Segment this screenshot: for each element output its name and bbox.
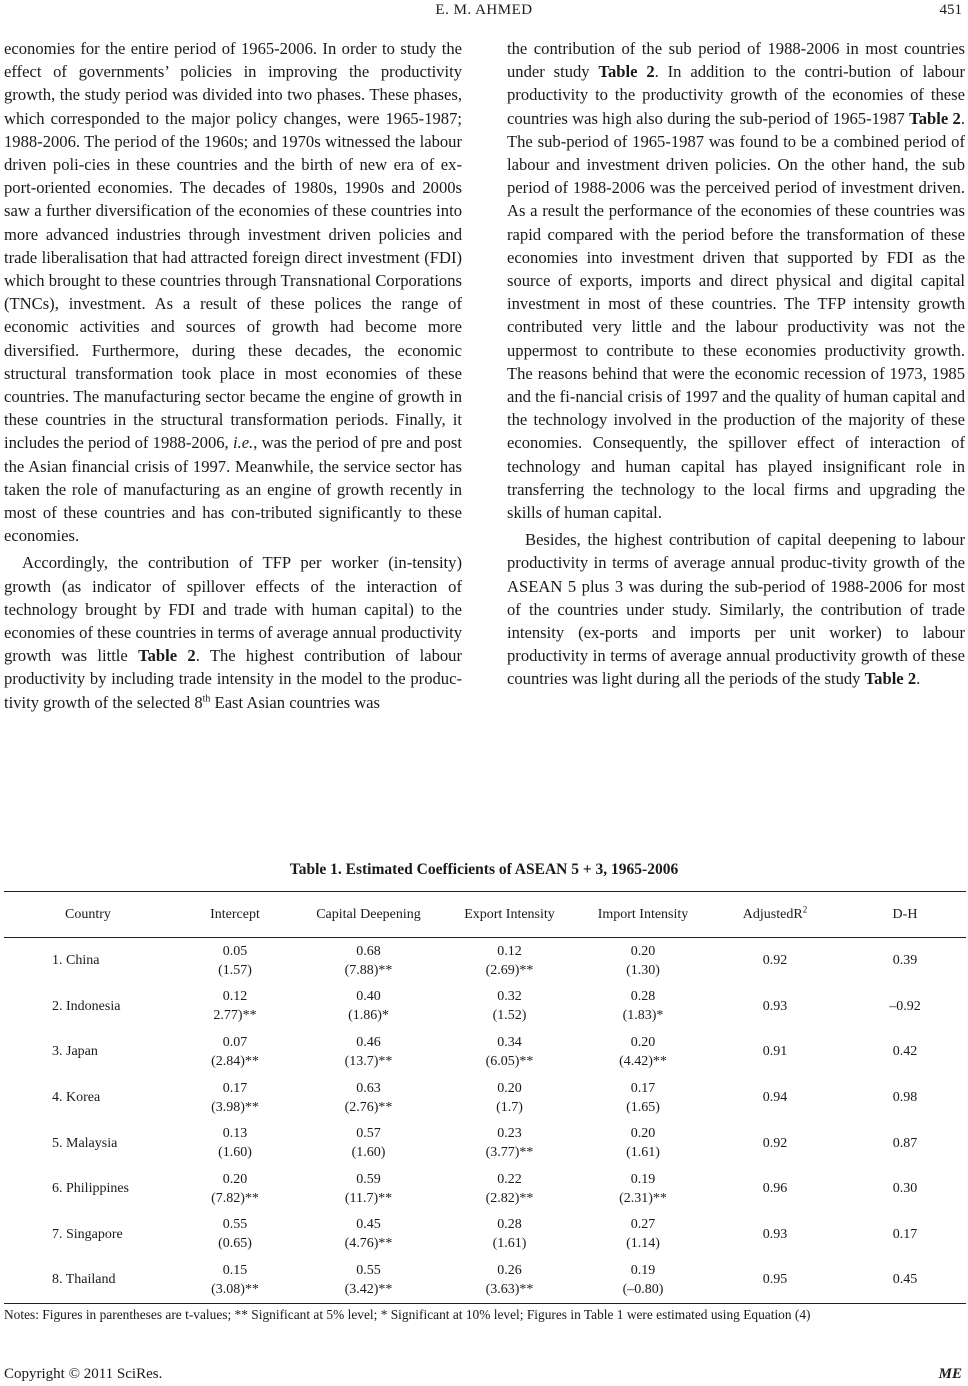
cell-dh: 0.30 (892, 1181, 918, 1197)
table-header-row (4, 892, 966, 938)
running-header-author: E. M. AHMED (435, 2, 533, 18)
left-p1-text: economies for the entire period of 1965-2006. In order to study the effect of governments’ policies in improving the productivity growth, the study period was divided into two phases. These phases, which corresponded to the major policy changes, were 1965-1987; 1988-2006. The period of the 1960s; and 1970s witnessed the labour driven poli-cies in these countries and the birth of new era of ex-port-oriented economies. The decades of 1980s, 1990s and 2000s saw a further diversification of the economies of these countries into more advanced industries through investment driven policies and trade liberalisation that had attracted foreign direct investment (FDI) which brought to these countries through Transnational Corporations (TNCs), investment. As a result of these polices the range of economic activities and sources of growth had become more diversified. Furthermore, during these decades, the economic structural transformation took place in most economies of these countries. The manufacturing sector became the engine of growth in these countries in the structural transformation periods. Finally, it includes the period of 1988-2006, (4, 39, 462, 453)
import-t: (1.61) (626, 1145, 660, 1161)
cell-capital (298, 938, 439, 984)
export-value: 0.20 (497, 1080, 522, 1096)
right-p2-table-ref: Table 2 (864, 669, 917, 689)
left-p2-text-b: . The highest contribution of labour productivity by including trade intensity in the model to the produc-tivity growth of the selected 8 (4, 646, 462, 712)
table-row (4, 1029, 966, 1075)
right-p2-end: . (916, 669, 921, 689)
export-t: (3.77)** (485, 1145, 534, 1161)
capital-t: (1.86)* (348, 1008, 389, 1024)
export-t: (6.05)** (485, 1053, 534, 1069)
left-p2-superscript: th (202, 693, 211, 705)
header-capital-deepening: Capital Deepening (316, 906, 421, 922)
cell-country: 2. Indonesia (52, 998, 121, 1014)
import-t: (2.31)** (619, 1190, 667, 1206)
cell-intercept (172, 1075, 298, 1121)
cell-adjusted-r2: 0.91 (762, 1044, 788, 1060)
left-p1-end: , was the period of pre and post the Asian financial crisis of 1997. Meanwhile, the service sector has taken the role of manufacturing as an engine of growth recently in most of these countries and has con-tributed significantly to these economies. (4, 433, 462, 546)
cell-intercept (172, 1029, 298, 1075)
capital-value: 0.57 (356, 1126, 381, 1142)
intercept-t: (2.84)** (211, 1053, 259, 1069)
capital-t: (3.42)** (344, 1281, 393, 1297)
header-adjusted-label: AdjustedR (742, 906, 803, 922)
capital-t: (2.76)** (344, 1099, 393, 1115)
cell-adjusted-r2: 0.95 (762, 1272, 788, 1288)
intercept-t: (3.98)** (211, 1099, 259, 1115)
capital-value: 0.59 (356, 1171, 381, 1187)
left-p1-italic: i.e. (232, 433, 254, 453)
cell-intercept (172, 1166, 298, 1212)
intercept-value: 0.07 (222, 1034, 248, 1050)
capital-t: (4.76)** (344, 1236, 393, 1252)
intercept-value: 0.20 (222, 1171, 248, 1187)
cell-export (439, 938, 580, 984)
coefficients-table (4, 891, 966, 1304)
header-country: Country (65, 906, 111, 922)
import-value: 0.19 (630, 1262, 656, 1278)
cell-country: 7. Singapore (52, 1226, 123, 1242)
table-row (4, 1257, 966, 1303)
export-value: 0.32 (497, 989, 522, 1005)
cell-intercept (172, 938, 298, 984)
cell-capital (298, 1212, 439, 1258)
header-adjusted-r2 (706, 892, 844, 938)
cell-import (580, 938, 706, 984)
export-value: 0.12 (497, 943, 522, 959)
cell-country: 1. China (52, 953, 100, 969)
cell-dh: 0.39 (892, 953, 918, 969)
cell-import (580, 1212, 706, 1258)
table-caption: Table 1. Estimated Coefficients of ASEAN 5 + 3, 1965-2006 (289, 861, 679, 878)
cell-country: 8. Thailand (52, 1272, 116, 1288)
intercept-value: 0.17 (222, 1080, 248, 1096)
cell-export (439, 984, 580, 1030)
cell-dh: 0.42 (892, 1044, 918, 1060)
right-paragraph-1 (507, 37, 965, 524)
cell-dh: 0.87 (892, 1135, 918, 1151)
export-t: (3.63)** (485, 1281, 534, 1297)
capital-value: 0.68 (356, 943, 381, 959)
right-paragraph-2 (507, 528, 965, 690)
cell-import (580, 984, 706, 1030)
cell-export (439, 1257, 580, 1303)
capital-t: (11.7)** (344, 1190, 393, 1206)
import-t: (4.42)** (619, 1053, 667, 1069)
capital-value: 0.63 (356, 1080, 381, 1096)
left-text-column (4, 37, 462, 714)
cell-import (580, 1029, 706, 1075)
right-p1-table-ref-1: Table 2 (598, 62, 655, 82)
cell-country: 5. Malaysia (52, 1135, 118, 1151)
cell-dh: 0.17 (892, 1226, 918, 1242)
right-p2-text-a: Besides, the highest contribution of capital deepening to labour productivity in terms of average annual produc-tivity growth of the ASEAN 5 plus 3 was during the sub-period of 1988-2006 for most of the countries under study. Similarly, the contribution of trade intensity (ex-ports and imports per unit worker) to labour productivity in terms of average annual productivity growth of these countries was light during all the periods of the study (507, 530, 965, 689)
export-t: (1.7) (496, 1099, 523, 1115)
footer-journal: ME (938, 1366, 962, 1382)
left-p2-text-c: East Asian countries was (210, 692, 380, 712)
cell-intercept (172, 984, 298, 1030)
cell-export (439, 1029, 580, 1075)
cell-capital (298, 1257, 439, 1303)
intercept-t: 2.77)** (213, 1008, 257, 1024)
cell-export (439, 1075, 580, 1121)
import-value: 0.28 (630, 989, 656, 1005)
right-text-column (507, 37, 965, 691)
table-row (4, 1075, 966, 1121)
export-value: 0.34 (497, 1034, 522, 1050)
table-row (4, 938, 966, 984)
export-t: (1.52) (492, 1008, 527, 1024)
cell-intercept (172, 1120, 298, 1166)
intercept-t: (1.60) (218, 1145, 252, 1161)
cell-export (439, 1166, 580, 1212)
cell-export (439, 1120, 580, 1166)
page-number: 451 (939, 2, 962, 18)
right-p1-text-c: . The sub-period of 1965-1987 was found to be a combined period of labour and investment driven policies. On the other hand, the sub period of 1988-2006 was the perceived period of investment driven. As a result the performance of the economies of these countries was rapid compared with the period before the transformation of these economies into investment driven that supported by FDI as the source of exports, imports and direct physical and digital capital investment in most of these countries. The TFP intensity growth contributed very little and the labour productivity was not the uppermost to contribute to these economies productivity growth. The reasons behind that were the economic recession of 1973, 1985 and the fi-nancial crisis of 1997 and the quality of human capital and the technology involved in the production of the majority of these economies. Consequently, the spillover effect of interaction of technology and human capital has played insignificant role in transferring the technology to the local firms and upgrading the skills of human capital. (507, 108, 965, 523)
cell-intercept (172, 1257, 298, 1303)
footer-copyright: Copyright © 2011 SciRes. (4, 1366, 163, 1382)
cell-adjusted-r2: 0.93 (762, 998, 788, 1014)
import-t: (1.30) (626, 962, 660, 978)
cell-adjusted-r2: 0.93 (762, 1226, 788, 1242)
cell-country: 4. Korea (52, 1090, 101, 1106)
export-value: 0.26 (497, 1262, 522, 1278)
table-notes: Notes: Figures in parentheses are t-values; ** Significant at 5% level; * Significant at 10% level; Figures in Table 1 were estimated using Equation (4) (4, 1307, 811, 1322)
import-t: (1.65) (626, 1099, 660, 1115)
intercept-value: 0.13 (222, 1126, 248, 1142)
cell-dh: –0.92 (889, 998, 921, 1014)
import-value: 0.20 (630, 1034, 656, 1050)
cell-adjusted-r2: 0.94 (762, 1090, 788, 1106)
intercept-t: (3.08)** (211, 1281, 259, 1297)
cell-country: 6. Philippines (52, 1181, 130, 1197)
left-p2-table-ref: Table 2 (138, 646, 196, 666)
capital-value: 0.40 (356, 989, 381, 1005)
right-p1-text-b: . In addition to the contri-bution of labour productivity to the productivity growth of the economies of these countries was high also during the sub-period of 1965-1987 (507, 62, 965, 128)
cell-import (580, 1257, 706, 1303)
import-value: 0.17 (630, 1080, 656, 1096)
export-t: (2.69)** (485, 962, 534, 978)
capital-value: 0.45 (356, 1217, 381, 1233)
header-import-intensity: Import Intensity (597, 906, 689, 922)
header-adjusted-sup: 2 (802, 903, 808, 914)
cell-country: 3. Japan (52, 1044, 98, 1060)
intercept-t: (7.82)** (211, 1190, 259, 1206)
import-value: 0.19 (630, 1171, 656, 1187)
import-value: 0.20 (630, 1126, 656, 1142)
cell-capital (298, 1120, 439, 1166)
cell-import (580, 1075, 706, 1121)
capital-t: (7.88)** (344, 962, 393, 978)
capital-t: (1.60) (351, 1145, 386, 1161)
cell-capital (298, 1029, 439, 1075)
import-value: 0.20 (630, 943, 656, 959)
export-value: 0.22 (497, 1171, 522, 1187)
table-row (4, 1166, 966, 1212)
header-dh: D-H (892, 906, 918, 922)
cell-adjusted-r2: 0.96 (762, 1181, 788, 1197)
export-t: (2.82)** (485, 1190, 534, 1206)
export-t: (1.61) (492, 1236, 527, 1252)
cell-adjusted-r2: 0.92 (762, 953, 788, 969)
cell-capital (298, 1075, 439, 1121)
export-value: 0.23 (497, 1126, 522, 1142)
intercept-t: (1.57) (218, 962, 252, 978)
intercept-value: 0.12 (222, 989, 248, 1005)
table-row (4, 984, 966, 1030)
intercept-value: 0.05 (222, 943, 248, 959)
import-t: (1.83)* (622, 1008, 664, 1024)
cell-intercept (172, 1212, 298, 1258)
table-row (4, 1120, 966, 1166)
cell-export (439, 1212, 580, 1258)
cell-dh: 0.98 (892, 1090, 918, 1106)
table-row (4, 1212, 966, 1258)
cell-import (580, 1120, 706, 1166)
cell-adjusted-r2: 0.92 (762, 1135, 788, 1151)
import-t: (–0.80) (622, 1281, 664, 1297)
cell-capital (298, 984, 439, 1030)
cell-capital (298, 1166, 439, 1212)
capital-value: 0.55 (356, 1262, 381, 1278)
intercept-t: (0.65) (218, 1236, 252, 1252)
right-p1-table-ref-2: Table 2 (909, 108, 961, 128)
cell-import (580, 1166, 706, 1212)
capital-t: (13.7)** (344, 1053, 393, 1069)
import-t: (1.14) (626, 1236, 660, 1252)
import-value: 0.27 (630, 1217, 656, 1233)
intercept-value: 0.15 (222, 1262, 248, 1278)
left-paragraph-2 (4, 551, 462, 713)
intercept-value: 0.55 (222, 1217, 248, 1233)
capital-value: 0.46 (356, 1034, 381, 1050)
left-p2-text-a: Accordingly, the contribution of TFP per worker (in-tensity) growth (as indicator of spillover effects of the interaction of technology brought by FDI and trade with human capital) to the economies of these countries in terms of average annual productivity growth was little (4, 553, 462, 666)
header-intercept: Intercept (210, 906, 260, 922)
cell-dh: 0.45 (892, 1272, 918, 1288)
left-paragraph-1 (4, 37, 462, 547)
right-p1-text-a: the contribution of the sub period of 1988-2006 in most countries under study (507, 39, 965, 82)
export-value: 0.28 (497, 1217, 522, 1233)
header-export-intensity: Export Intensity (464, 906, 555, 922)
